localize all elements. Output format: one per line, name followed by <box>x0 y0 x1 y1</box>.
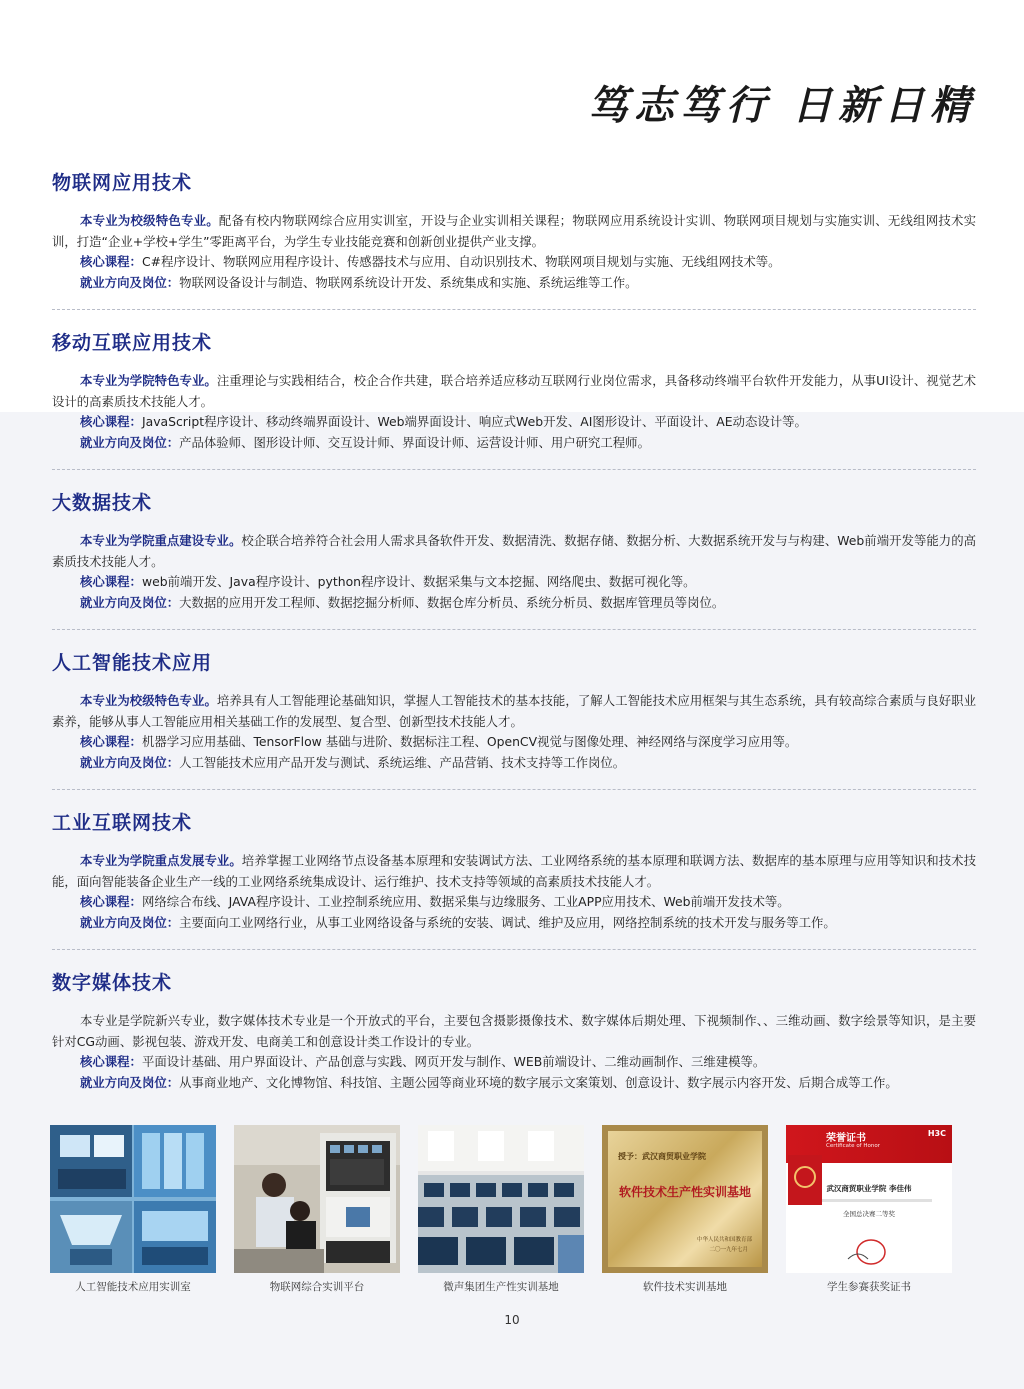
certificate-recipient: 武汉商贸职业学院 李佳伟 <box>826 1184 912 1193</box>
major-jobs-label: 就业方向及岗位： <box>80 754 180 770</box>
major-intro-label: 本专业为学院重点发展专业。 <box>80 853 242 868</box>
major-jobs-label: 就业方向及岗位： <box>80 594 180 610</box>
major-intro-text: 校企联合培养符合社会用人需求具备软件开发、数据清洗、数据存储、数据分析、大数据系统开发与与构建、Web前端开发等能力的高素质技术技能人才。 <box>52 533 977 569</box>
major-title: 人工智能技术应用 <box>52 652 213 674</box>
major-courses-label: 核心课程： <box>80 574 142 589</box>
major-courses <box>52 732 976 753</box>
section-divider <box>52 469 976 470</box>
major-section <box>52 808 976 933</box>
major-section <box>52 168 976 293</box>
certificate-title: 荣誉证书 <box>826 1133 866 1144</box>
major-section <box>52 968 976 1093</box>
major-title: 移动互联应用技术 <box>52 332 213 354</box>
major-intro-label: 本专业为学院特色专业。 <box>80 373 217 388</box>
gallery-item-training-base <box>418 1125 584 1294</box>
major-courses-text: web前端开发、Java程序设计、python程序设计、数据采集与文本挖掘、网络爬虫、数据可视化等。 <box>141 574 696 589</box>
certificate-brand-logo: H3C <box>927 1129 946 1138</box>
major-intro <box>52 371 976 412</box>
major-section <box>52 328 976 453</box>
gallery-item-ai-lab <box>50 1125 216 1294</box>
gallery-caption: 微声集团生产性实训基地 <box>443 1281 559 1293</box>
gallery-item-award-certificate <box>786 1125 952 1294</box>
plaque-title: 软件技术生产性实训基地 <box>618 1185 751 1199</box>
major-jobs <box>52 1073 976 1094</box>
majors-list <box>52 168 976 1093</box>
gallery-caption: 学生参赛获奖证书 <box>827 1281 911 1293</box>
major-jobs-text: 产品体验师、图形设计师、交互设计师、界面设计师、运营设计师、用户研究工程师。 <box>179 434 650 450</box>
iot-platform-photo <box>234 1125 400 1273</box>
major-intro-text: 培养具有人工智能理论基础知识，掌握人工智能技术的基本技能，了解人工智能技术应用框架与其生态系统，具有较高综合素质与良好职业素养，能够从事人工智能应用相关基础工作的发展型、复合型、创新型技术技能人才。 <box>52 693 977 729</box>
software-base-plaque <box>602 1125 768 1273</box>
major-jobs-label: 就业方向及岗位： <box>80 914 180 930</box>
major-jobs-label: 就业方向及岗位： <box>80 434 180 450</box>
section-divider <box>52 309 976 310</box>
major-jobs-text: 从事商业地产、文化博物馆、科技馆、主题公园等商业环境的数字展示文案策划、创意设计、数字展示内容开发、后期合成等工作。 <box>179 1074 898 1090</box>
major-courses <box>52 412 976 433</box>
major-jobs-text: 主要面向工业网络行业，从事工业网络设备与系统的安装、调试、维护及应用，网络控制系统的技术开发与服务等工作。 <box>179 914 836 930</box>
major-jobs-text: 人工智能技术应用产品开发与测试、系统运维、产品营销、技术支持等工作岗位。 <box>179 754 626 770</box>
major-title: 工业互联网技术 <box>52 812 193 834</box>
major-section <box>52 648 976 773</box>
major-title: 大数据技术 <box>52 492 153 514</box>
award-certificate <box>786 1125 952 1273</box>
major-jobs <box>52 593 976 614</box>
major-courses-text: 平面设计基础、用户界面设计、产品创意与实践、网页开发与制作、WEB前端设计、二维动画制作、三维建模等。 <box>141 1054 766 1069</box>
plaque-date: 二〇一九年七月 <box>709 1247 748 1253</box>
major-intro-label: 本专业为校级特色专业。 <box>80 213 219 228</box>
major-jobs <box>52 753 976 774</box>
gallery-caption: 人工智能技术应用实训室 <box>75 1281 191 1293</box>
certificate-seal-icon <box>846 1237 896 1267</box>
major-courses <box>52 252 976 273</box>
major-courses-label: 核心课程： <box>80 894 142 909</box>
gallery-caption: 物联网综合实训平台 <box>269 1281 365 1293</box>
photo-gallery <box>50 1125 974 1295</box>
major-jobs <box>52 433 976 454</box>
major-intro-text: 本专业是学院新兴专业，数字媒体技术专业是一个开放式的平台，主要包含摄影摄像技术、数字媒体后期处理、下视频制作、、三维动画、数字绘景等知识，是主要针对CG动画、影视包装、游戏开发、电商美工和创意设计类工作设计的专业。 <box>52 1013 976 1049</box>
major-intro-text: 注重理论与实践相结合，校企合作共建，联合培养适应移动互联网行业岗位需求，具备移动终端平台软件开发能力，从事UI设计、视觉艺术设计的高素质技术技能人才。 <box>52 373 976 409</box>
major-intro <box>52 1011 976 1052</box>
major-courses-text: 机器学习应用基础、TensorFlow 基础与进阶、数据标注工程、OpenCV视觉与图像处理、神经网络与深度学习应用等。 <box>141 734 798 749</box>
major-courses-label: 核心课程： <box>80 734 142 749</box>
major-courses <box>52 892 976 913</box>
major-courses-label: 核心课程： <box>80 414 142 429</box>
certificate-subtitle: Certificate of Honor <box>826 1143 880 1149</box>
training-base-photo <box>418 1125 584 1273</box>
page-motto: 笃志笃行 日新日精 <box>588 82 976 129</box>
major-jobs-text: 大数据的应用开发工程师、数据挖掘分析师、数据仓库分析员、系统分析员、数据库管理员等岗位。 <box>179 594 725 610</box>
section-divider <box>52 789 976 790</box>
gallery-item-software-base <box>602 1125 768 1294</box>
page-number: 10 <box>504 1313 520 1327</box>
major-courses-label: 核心课程： <box>80 254 142 269</box>
plaque-issuer: 中华人民共和国教育部 <box>696 1237 752 1243</box>
major-jobs <box>52 273 976 294</box>
major-intro-text: 配备有校内物联网综合应用实训室，开设与企业实训相关课程；物联网应用系统设计实训、物联网项目规划与实施实训、无线组网技术实训，打造“企业+学校+学生”零距离平台，为学生专业技能竞赛和创新创业提供产业支撑。 <box>52 213 977 249</box>
major-courses <box>52 1052 976 1073</box>
major-courses-text: C#程序设计、物联网应用程序设计、传感器技术与应用、自动识别技术、物联网项目规划与实施、无线组网技术等。 <box>141 254 781 269</box>
section-divider <box>52 629 976 630</box>
gallery-item-iot-platform <box>234 1125 400 1294</box>
major-intro-label: 本专业为校级特色专业。 <box>80 693 217 708</box>
major-title: 数字媒体技术 <box>52 972 173 994</box>
major-jobs-text: 物联网设备设计与制造、物联网系统设计开发、系统集成和实施、系统运维等工作。 <box>179 274 638 290</box>
major-intro <box>52 211 976 252</box>
gallery-caption: 软件技术实训基地 <box>643 1281 727 1293</box>
major-intro <box>52 691 976 732</box>
major-courses-label: 核心课程： <box>80 1054 142 1069</box>
major-intro-text: 培养掌握工业网络节点设备基本原理和安装调试方法、工业网络系统的基本原理和联调方法、数据库的基本原理与应用等知识和技术技能，面向智能装备企业生产一线的工业网络系统集成设计、运行维护、技术支持等领域的高素质技术技能人才。 <box>52 853 977 889</box>
major-intro-label: 本专业为学院重点建设专业。 <box>80 533 242 548</box>
major-title: 物联网应用技术 <box>52 172 193 194</box>
major-jobs <box>52 913 976 934</box>
major-courses <box>52 572 976 593</box>
plaque-org: 授予：武汉商贸职业学院 <box>618 1152 706 1161</box>
major-intro <box>52 531 976 572</box>
ai-lab-photo <box>50 1125 216 1273</box>
major-jobs-label: 就业方向及岗位： <box>80 1074 180 1090</box>
major-intro <box>52 851 976 892</box>
major-section <box>52 488 976 613</box>
major-jobs-label: 就业方向及岗位： <box>80 274 180 290</box>
major-courses-text: 网络综合布线、JAVA程序设计、工业控制系统应用、数据采集与边缘服务、工业APP应用技术、Web前端开发技术等。 <box>141 894 790 909</box>
major-courses-text: JavaScript程序设计、移动终端界面设计、Web端界面设计、响应式Web开发、AI图形设计、平面设计、AE动态设计等。 <box>141 414 807 429</box>
section-divider <box>52 949 976 950</box>
certificate-award: 全国总决赛二等奖 <box>843 1210 895 1218</box>
